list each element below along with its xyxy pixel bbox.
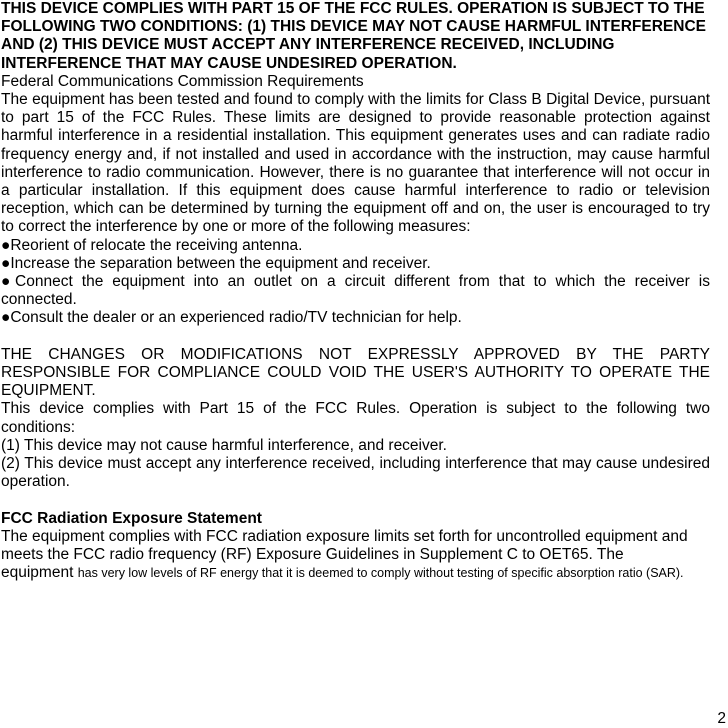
radiation-body-text: The equipment complies with FCC radiation exposure limits set forth for uncontrolled equipment and meets the FCC radio frequency (RF) Exposure Guidelines in Supplement C to OET65. The	[1, 527, 688, 564]
spacer	[1, 491, 710, 509]
measures-list	[1, 237, 710, 328]
part15-intro: This device complies with Part 15 of the FCC Rules. Operation is subject to the following two conditions:	[1, 400, 710, 436]
changes-warning: THE CHANGES OR MODIFICATIONS NOT EXPRESSLY APPROVED BY THE PARTY RESPONSIBLE FOR COMPLIANCE COULD VOID THE USER'S AUTHORITY TO OPERATE THE EQUIPMENT.	[1, 345, 710, 400]
document-page	[1, 0, 710, 582]
condition-1: (1) This device may not cause harmful interference, and receiver.	[1, 436, 447, 454]
requirements-body: The equipment has been tested and found to comply with the limits for Class B Digital Device, pursuant to part 15 of the FCC Rules. These limits are designed to provide reasonable protection against harmful interference in a residential installation. This equipment generates uses and can radiate radio frequency energy and, if not installed and used in accordance with the instruction, may cause harmful interference to radio communication. However, there is no guarantee that interference will not occur in a particular installation. If this equipment does cause harmful interference to radio or television reception, which can be determined by turning the equipment off and on, the user is encouraged to try to correct the interference by one or more of the following measures:	[1, 91, 710, 236]
fcc-compliance-warning: THIS DEVICE COMPLIES WITH PART 15 OF THE FCC RULES. OPERATION IS SUBJECT TO THE FOLLOWING TWO CONDITIONS: (1) THIS DEVICE MAY NOT CAUSE HARMFUL INTERFERENCE AND (2) THIS DEVICE MUST ACCEPT ANY INTERFERENCE RECEIVED, INCLUDING INTERFERENCE THAT MAY CAUSE UNDESIRED OPERATION.	[1, 0, 706, 72]
list-item: ●Consult the dealer or an experienced radio/TV technician for help.	[1, 309, 462, 327]
spacer	[1, 328, 710, 346]
page-number: 2	[717, 710, 726, 727]
radiation-body-small-text: has very low levels of RF energy that it is deemed to comply without testing of specific absorption ratio (SAR).	[77, 566, 684, 581]
radiation-body-word: equipment	[1, 564, 74, 582]
list-item: ●Connect the equipment into an outlet on a circuit different from that to which the receiver is connected.	[1, 273, 710, 309]
list-item: ●Reorient of relocate the receiving antenna.	[1, 236, 303, 254]
condition-2: (2) This device must accept any interference received, including interference that may cause undesired operation.	[1, 455, 710, 491]
requirements-heading: Federal Communications Commission Requirements	[1, 72, 364, 90]
radiation-heading: FCC Radiation Exposure Statement	[1, 509, 262, 527]
radiation-body	[1, 528, 710, 583]
list-item: ●Increase the separation between the equipment and receiver.	[1, 254, 431, 272]
